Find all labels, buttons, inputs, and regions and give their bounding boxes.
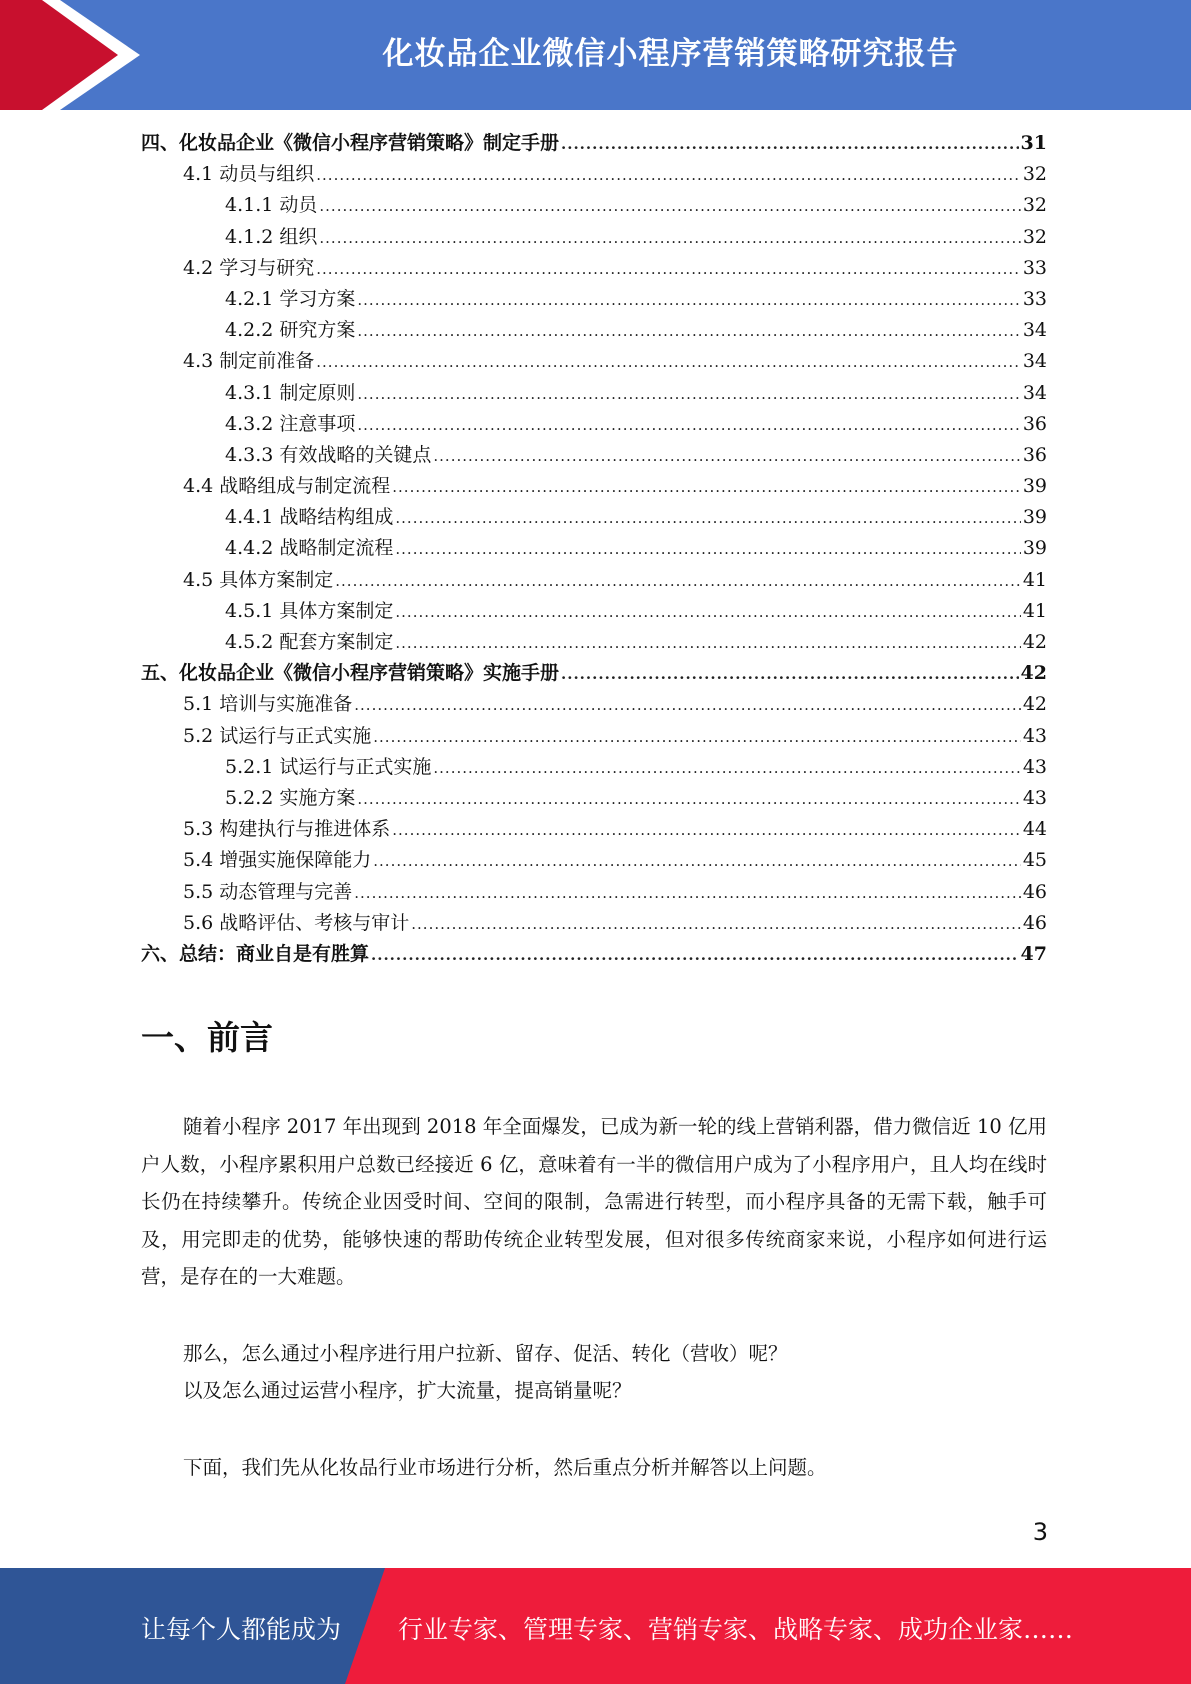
toc-entry-page: 42 xyxy=(1022,631,1047,653)
toc-entry-page: 34 xyxy=(1022,350,1047,373)
header-arrow-decoration xyxy=(0,0,160,110)
toc-entry[interactable] xyxy=(141,346,1047,377)
question-line-2: 以及怎么通过运营小程序，扩大流量，提高销量呢？ xyxy=(183,1379,632,1402)
toc-entry-page: 42 xyxy=(1022,693,1047,716)
toc-entry[interactable] xyxy=(141,939,1047,970)
toc-entry[interactable] xyxy=(141,315,1047,346)
toc-entry-label: 4.2.1 学习方案 xyxy=(225,287,356,310)
toc-entry[interactable] xyxy=(141,877,1047,908)
toc-entry[interactable] xyxy=(141,752,1047,783)
toc-dot-leader xyxy=(319,229,1020,247)
toc-dot-leader xyxy=(357,385,1020,403)
toc-entry-page: 44 xyxy=(1022,818,1047,841)
toc-entry[interactable] xyxy=(141,409,1047,440)
toc-dot-leader xyxy=(395,603,1020,621)
toc-entry-page: 39 xyxy=(1022,537,1047,560)
toc-entry[interactable] xyxy=(141,908,1047,939)
toc-entry-page: 33 xyxy=(1022,256,1047,279)
toc-entry[interactable] xyxy=(141,128,1047,159)
toc-entry-label: 4.3.3 有效战略的关键点 xyxy=(225,443,432,466)
toc-entry[interactable] xyxy=(141,565,1047,596)
toc-entry-label: 5.4 增强实施保障能力 xyxy=(183,849,372,872)
page-number: 3 xyxy=(1032,1518,1048,1546)
toc-entry-page: 45 xyxy=(1022,849,1047,872)
page-footer xyxy=(0,1568,1191,1684)
toc-entry-label: 5.3 构建执行与推进体系 xyxy=(183,818,391,841)
toc-dot-leader xyxy=(357,291,1020,309)
toc-dot-leader xyxy=(411,915,1021,933)
toc-dot-leader xyxy=(395,509,1020,527)
toc-dot-leader xyxy=(319,197,1020,215)
toc-entry-label: 4.2 学习与研究 xyxy=(183,256,315,279)
toc-entry[interactable] xyxy=(141,222,1047,253)
toc-entry-label: 5.5 动态管理与完善 xyxy=(183,880,353,903)
question-line-1: 那么，怎么通过小程序进行用户拉新、留存、促活、转化（营收）呢？ xyxy=(183,1342,788,1365)
footer-slogan-right: 行业专家、管理专家、营销专家、战略专家、成功企业家…… xyxy=(398,1615,1074,1644)
toc-entry-page: 32 xyxy=(1022,194,1047,217)
toc-entry-label: 4.3.2 注意事项 xyxy=(225,412,356,435)
toc-entry-label: 4.5 具体方案制定 xyxy=(183,568,334,591)
toc-entry-page: 46 xyxy=(1022,911,1047,934)
toc-entry-page: 36 xyxy=(1022,412,1047,435)
table-of-contents xyxy=(141,128,1047,970)
toc-entry[interactable] xyxy=(141,471,1047,502)
toc-entry-label: 4.4.2 战略制定流程 xyxy=(225,537,394,560)
toc-entry-page: 34 xyxy=(1022,381,1047,404)
toc-entry[interactable] xyxy=(141,190,1047,221)
toc-entry-label: 5.2.1 试运行与正式实施 xyxy=(225,755,432,778)
toc-dot-leader xyxy=(357,790,1020,808)
toc-dot-leader xyxy=(392,478,1021,496)
toc-entry-page: 43 xyxy=(1022,786,1047,809)
toc-entry-label: 四、化妆品企业《微信小程序营销策略》制定手册 xyxy=(141,132,560,154)
toc-entry-label: 4.1 动员与组织 xyxy=(183,163,315,186)
toc-entry-label: 4.3 制定前准备 xyxy=(183,350,315,373)
toc-entry-page: 43 xyxy=(1022,724,1047,747)
intro-paragraph: 随着小程序 2017 年出现到 2018 年全面爆发，已成为新一轮的线上营销利器，借力微信近 10 亿用户人数，小程序累积用户总数已经接近 6 亿，意味着有一半的微信用户成为了小程序用户，且人均在线时长仍在持续攀升。传统企业因受时间、空间的限制，急需进行转型，而小程序具备的无需下载，触手可及，用完即走的优势，能够快速的帮助传统企业转型发展，但对很多传统商家来说，小程序如何进行运营，是存在的一大难题。 xyxy=(141,1115,1047,1288)
toc-entry-page: 34 xyxy=(1022,319,1047,342)
toc-entry[interactable] xyxy=(141,845,1047,876)
toc-dot-leader xyxy=(433,447,1020,465)
toc-dot-leader xyxy=(316,166,1021,184)
toc-entry-page: 33 xyxy=(1022,287,1047,310)
toc-entry-page: 47 xyxy=(1020,942,1047,965)
toc-entry-page: 46 xyxy=(1022,880,1047,903)
toc-entry-page: 42 xyxy=(1020,662,1047,685)
toc-entry[interactable] xyxy=(141,378,1047,409)
toc-entry[interactable] xyxy=(141,814,1047,845)
toc-entry-page: 36 xyxy=(1022,443,1047,466)
toc-entry-label: 4.4.1 战略结构组成 xyxy=(225,506,394,529)
toc-entry-label: 4.4 战略组成与制定流程 xyxy=(183,475,391,498)
toc-entry-page: 39 xyxy=(1022,475,1047,498)
toc-entry-page: 32 xyxy=(1022,225,1047,248)
footer-slogan-left: 让每个人都能成为 xyxy=(141,1615,342,1644)
toc-entry[interactable] xyxy=(141,721,1047,752)
toc-dot-leader xyxy=(395,540,1020,558)
document-title: 化妆品企业微信小程序营销策略研究报告 xyxy=(382,36,959,72)
toc-entry[interactable] xyxy=(141,783,1047,814)
toc-entry[interactable] xyxy=(141,440,1047,471)
toc-entry-label: 5.2.2 实施方案 xyxy=(225,786,356,809)
toc-dot-leader xyxy=(354,696,1021,714)
next-step-paragraph: 下面，我们先从化妆品行业市场进行分析，然后重点分析并解答以上问题。 xyxy=(183,1456,827,1479)
toc-entry-page: 31 xyxy=(1020,132,1047,154)
toc-dot-leader xyxy=(354,884,1021,902)
toc-entry[interactable] xyxy=(141,253,1047,284)
toc-dot-leader xyxy=(433,759,1020,777)
toc-dot-leader xyxy=(561,135,1019,153)
toc-entry[interactable] xyxy=(141,502,1047,533)
toc-entry[interactable] xyxy=(141,284,1047,315)
toc-entry[interactable] xyxy=(141,533,1047,564)
toc-dot-leader xyxy=(357,322,1020,340)
toc-dot-leader xyxy=(392,821,1021,839)
toc-entry[interactable] xyxy=(141,658,1047,689)
toc-entry-label: 4.5.2 配套方案制定 xyxy=(225,631,394,653)
toc-entry[interactable] xyxy=(141,159,1047,190)
toc-dot-leader xyxy=(395,634,1020,652)
toc-entry-label: 5.2 试运行与正式实施 xyxy=(183,724,372,747)
toc-entry-label: 5.1 培训与实施准备 xyxy=(183,693,353,716)
toc-entry-label: 4.5.1 具体方案制定 xyxy=(225,599,394,622)
toc-entry-page: 39 xyxy=(1022,506,1047,529)
toc-entry-label: 4.2.2 研究方案 xyxy=(225,319,356,342)
toc-entry[interactable] xyxy=(141,689,1047,720)
toc-dot-leader xyxy=(335,572,1021,590)
toc-entry-page: 41 xyxy=(1022,568,1047,591)
toc-dot-leader xyxy=(316,353,1021,371)
toc-dot-leader xyxy=(561,665,1019,683)
toc-entry-page: 41 xyxy=(1022,599,1047,622)
toc-entry-page: 43 xyxy=(1022,755,1047,778)
toc-dot-leader xyxy=(371,946,1019,964)
toc-entry-label: 5.6 战略评估、考核与审计 xyxy=(183,911,410,934)
toc-entry[interactable] xyxy=(141,627,1047,658)
toc-entry-label: 4.1.2 组织 xyxy=(225,225,318,248)
toc-entry-label: 五、化妆品企业《微信小程序营销策略》实施手册 xyxy=(141,662,560,685)
toc-dot-leader xyxy=(373,852,1021,870)
toc-entry-label: 4.1.1 动员 xyxy=(225,194,318,217)
toc-entry[interactable] xyxy=(141,596,1047,627)
toc-dot-leader xyxy=(357,416,1020,434)
section-heading: 一、前言 xyxy=(141,1018,273,1057)
page-header xyxy=(0,0,1191,110)
toc-dot-leader xyxy=(316,260,1021,278)
toc-entry-page: 32 xyxy=(1022,163,1047,186)
toc-entry-label: 4.3.1 制定原则 xyxy=(225,381,356,404)
toc-dot-leader xyxy=(373,728,1021,746)
toc-entry-label: 六、总结：商业自是有胜算 xyxy=(141,942,370,965)
